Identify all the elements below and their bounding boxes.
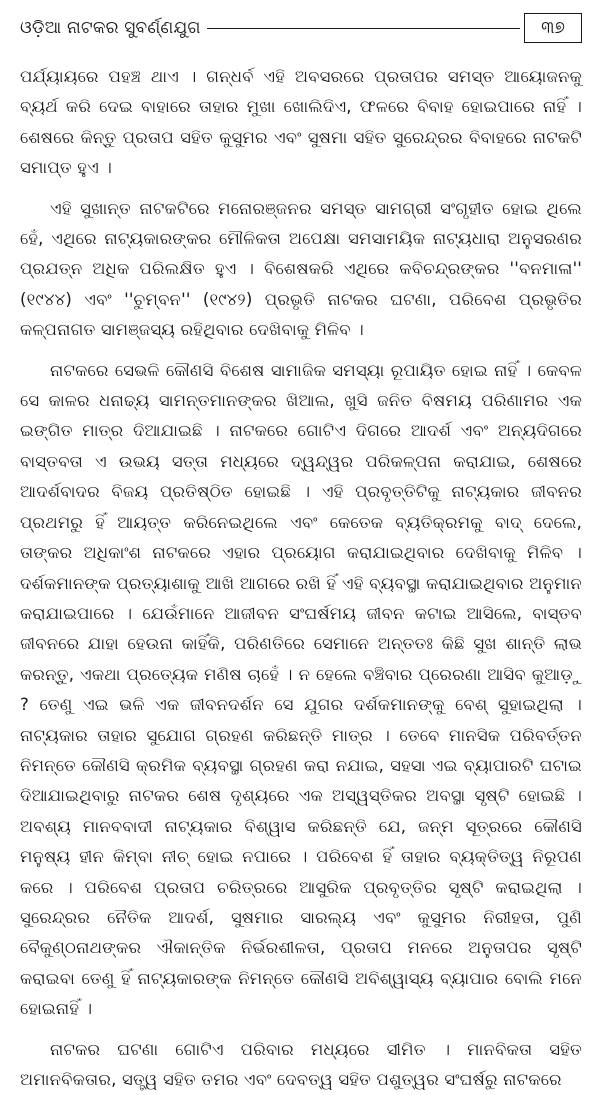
running-title: ଓଡ଼ିଆ ନାଟକର ସୁବର୍ଣ୍ଣଯୁଗ — [20, 18, 201, 38]
header-rule — [207, 28, 520, 29]
paragraph: ଏହି ସୁଖାନ୍ତ ନାଟକଟିରେ ମନୋରଞ୍ଜନର ସମସ୍ତ ସାମଗ୍ରୀ ସଂଗୃହୀତ ହୋଇ ଥିଲେ ହେଁ, ଏଥିରେ ନାଟ୍ୟକାରଙ୍କର ମୌଳିକତା ଅପେକ୍ଷା ସମସାମୟିକ ନାଟ୍ୟଧାରା ଅନୁସରଣର ପ୍ରଯତ୍ନ ଅଧିକ ପରିଲକ୍ଷିତ ହୁଏ । ବିଶେଷକରି ଏଥିରେ କବିଚନ୍ଦ୍ରଙ୍କର ''ବନମାଳା'' (୧୯୪୪) ଏବଂ ''ଚୁମ୍ବନ'' (୧୯୪୨) ପ୍ରଭୃତି ନାଟକର ଘଟଣା, ପରିବେଶ ପ୍ରଭୃତିର କଳ୍ପନାଗତ ସାମଞ୍ଜସ୍ୟ ରହିଥିବାର ଦେଖିବାକୁ ମିଳିବ । — [20, 198, 582, 340]
body-text — [20, 62, 582, 1095]
paragraph-continuation: ପର୍ଯ୍ୟାୟରେ ପହଞ୍ଚ ଥାଏ । ଗନ୍ଧର୍ବ ଏହି ଅବସରରେ ପ୍ରତାପର ସମସ୍ତ ଆୟୋଜନକୁ ବ୍ୟର୍ଥ କରି ଦେଇ ବାହାରେ ତାହାର ମୁଖା ଖୋଲିଦିଏ, ଫଳରେ ବିବାହ ହୋଇପାରେ ନାହିଁ । ଶେଷରେ କିନ୍ତୁ ପ୍ରତାପ ସହିତ କୁସୁମର ଏବଂ ସୁଷମା ସହିତ ସୁରେନ୍ଦ୍ରର ବିବାହରେ ନାଟକଟି ସମାପ୍ତ ହୁଏ । — [20, 67, 582, 178]
page-header — [20, 8, 582, 48]
paragraph: ନାଟକର ଘଟଣା ଗୋଟିଏ ପରିବାର ମଧ୍ୟରେ ସୀମିତ । ମାନବିକତା ସହିତ ଅମାନବିକତାର, ସତ୍ତ୍ୱ ସହିତ ତମର ଏବଂ ଦେବତ୍ୱ ସହିତ ପଶୁତ୍ୱର ସଂଘର୍ଷରୁ ନାଟକରେ — [20, 1039, 582, 1089]
page-number: ୩୭ — [524, 13, 582, 43]
paragraph: ନାଟକରେ ସେଭଳି କୌଣସି ବିଶେଷ ସାମାଜିକ ସମସ୍ୟା ରୂପାୟିତ ହୋଇ ନାହିଁ । କେବଳ ସେ କାଳର ଧନାଢ୍ୟ ସାମନ୍ତମାନଙ୍କର ଖିଆଲ, ଖୁସି ଜନିତ ବିଷମୟ ପରିଣାମର ଏକ ଇଙ୍ଗିତ ମାତ୍ର ଦିଆଯାଇଛି । ନାଟକରେ ଗୋଟିଏ ଦିଗରେ ଆଦର୍ଶ ଏବଂ ଅନ୍ୟଦିଗରେ ବାସ୍ତବତା ଏ ଉଭୟ ସତ୍ତା ମଧ୍ୟରେ ଦ୍ୱନ୍ଦ୍ୱର ପରିକଳ୍ପନା କରାଯାଇ, ଶେଷରେ ଆଦର୍ଶବାଦର ବିଜୟ ପ୍ରତିଷ୍ଠିତ ହୋଇଛି । ଏହି ପ୍ରବୃତ୍ତିଟିକୁ ନାଟ୍ୟକାର ଜୀବନର ପ୍ରଥମରୁ ହିଁ ଆୟତ୍ତ କରିନେଇଥିଲେ ଏବଂ କେତେକ ବ୍ୟତିକ୍ରମକୁ ବାଦ୍ ଦେଲେ, ତାଙ୍କର ଅଧିକାଂଶ ନାଟକରେ ଏହାର ପ୍ରୟୋଗ କରାଯାଇଥିବାର ଦେଖିବାକୁ ମିଳିବ । ଦର୍ଶକମାନଙ୍କ ପ୍ରତ୍ୟାଶାକୁ ଆଖି ଆଗରେ ରଖି ହିଁ ଏହି ବ୍ୟବସ୍ଥା କରାଯାଇଥିବାର ଅନୁମାନ କରାଯାଇପାରେ । ଯେଉଁମାନେ ଆଜୀବନ ସଂଘର୍ଷମୟ ଜୀବନ କଟାଇ ଆସିଲେ, ବାସ୍ତବ ଜୀବନରେ ଯାହା ହେଉନା କାହିଁକି, ପରିଣତିରେ ସେମାନେ ଅନ୍ତତଃ କିଛି ସୁଖ ଶାନ୍ତି ଲାଭ କରନ୍ତୁ, ଏକଥା ପ୍ରତ୍ୟେକ ମଣିଷ ଚାହେଁ । ନ ହେଲେ ବଞ୍ଚିବାର ପ୍ରେରଣା ଆସିବ କୁଆଡ଼ୁ ? ତେଣୁ ଏଇ ଭଳି ଏକ ଜୀବନଦର୍ଶନ ସେ ଯୁଗର ଦର୍ଶକମାନଙ୍କୁ ବେଶ୍ ସୁହାଇଥିଲା । ନାଟ୍ୟକାର ତାହାର ସୁଯୋଗ ଗ୍ରହଣ କରିଛନ୍ତି ମାତ୍ର । ତେବେ ମାନସିକ ପରିବର୍ତ୍ତନ ନିମନ୍ତେ କୌଣସି କ୍ରମିକ ବ୍ୟବସ୍ଥା ଗ୍ରହଣ କରା ନଯାଇ, ସହସା ଏଇ ବ୍ୟାପାରଟି ଘଟାଇ ଦିଆଯାଇଥିବାରୁ ନାଟକର ଶେଷ ଦୃଶ୍ୟରେ ଏକ ଅସ୍ୱସ୍ତିକର ଅବସ୍ଥା ସୃଷ୍ଟି ହୋଇଛି । ଅବଶ୍ୟ ମାନବବାଦୀ ନାଟ୍ୟକାର ବିଶ୍ୱାସ କରିଛନ୍ତି ଯେ, ଜନ୍ମ ସୂତ୍ରରେ କୌଣସି ମନୁଷ୍ୟ ହୀନ କିମ୍ବା ନୀଚ୍ ହୋଇ ନପାରେ । ପରିବେଶ ହିଁ ତାହାର ବ୍ୟକ୍ତିତ୍ୱ ନିରୂପଣ କରେ । ପରିବେଶ ପ୍ରତାପ ଚରିତ୍ରରେ ଆସୁରିକ ପ୍ରବୃତ୍ତିର ସୃଷ୍ଟି କରାଇଥିଲା । ସୁରେନ୍ଦ୍ରର ନୈତିକ ଆଦର୍ଶ, ସୁଷମାର ସାରଲ୍ୟ ଏବଂ କୁସୁମର ନିରୀହତା, ପୁଣି ବୈକୁଣ୍ଠନାଥଙ୍କର ଐକାନ୍ତିକ ନିର୍ଭରଶୀଳତା, ପ୍ରତାପ ମନରେ ଅନୁତାପର ସୃଷ୍ଟି କରାଇବା ତେଣୁ ହିଁ ନାଟ୍ୟକାରଙ୍କ ନିମନ୍ତେ କୌଣସି ଅବିଶ୍ୱାସ୍ୟ ବ୍ୟାପାର ବୋଲି ମନେ ହୋଇନାହିଁ । — [20, 360, 582, 1019]
